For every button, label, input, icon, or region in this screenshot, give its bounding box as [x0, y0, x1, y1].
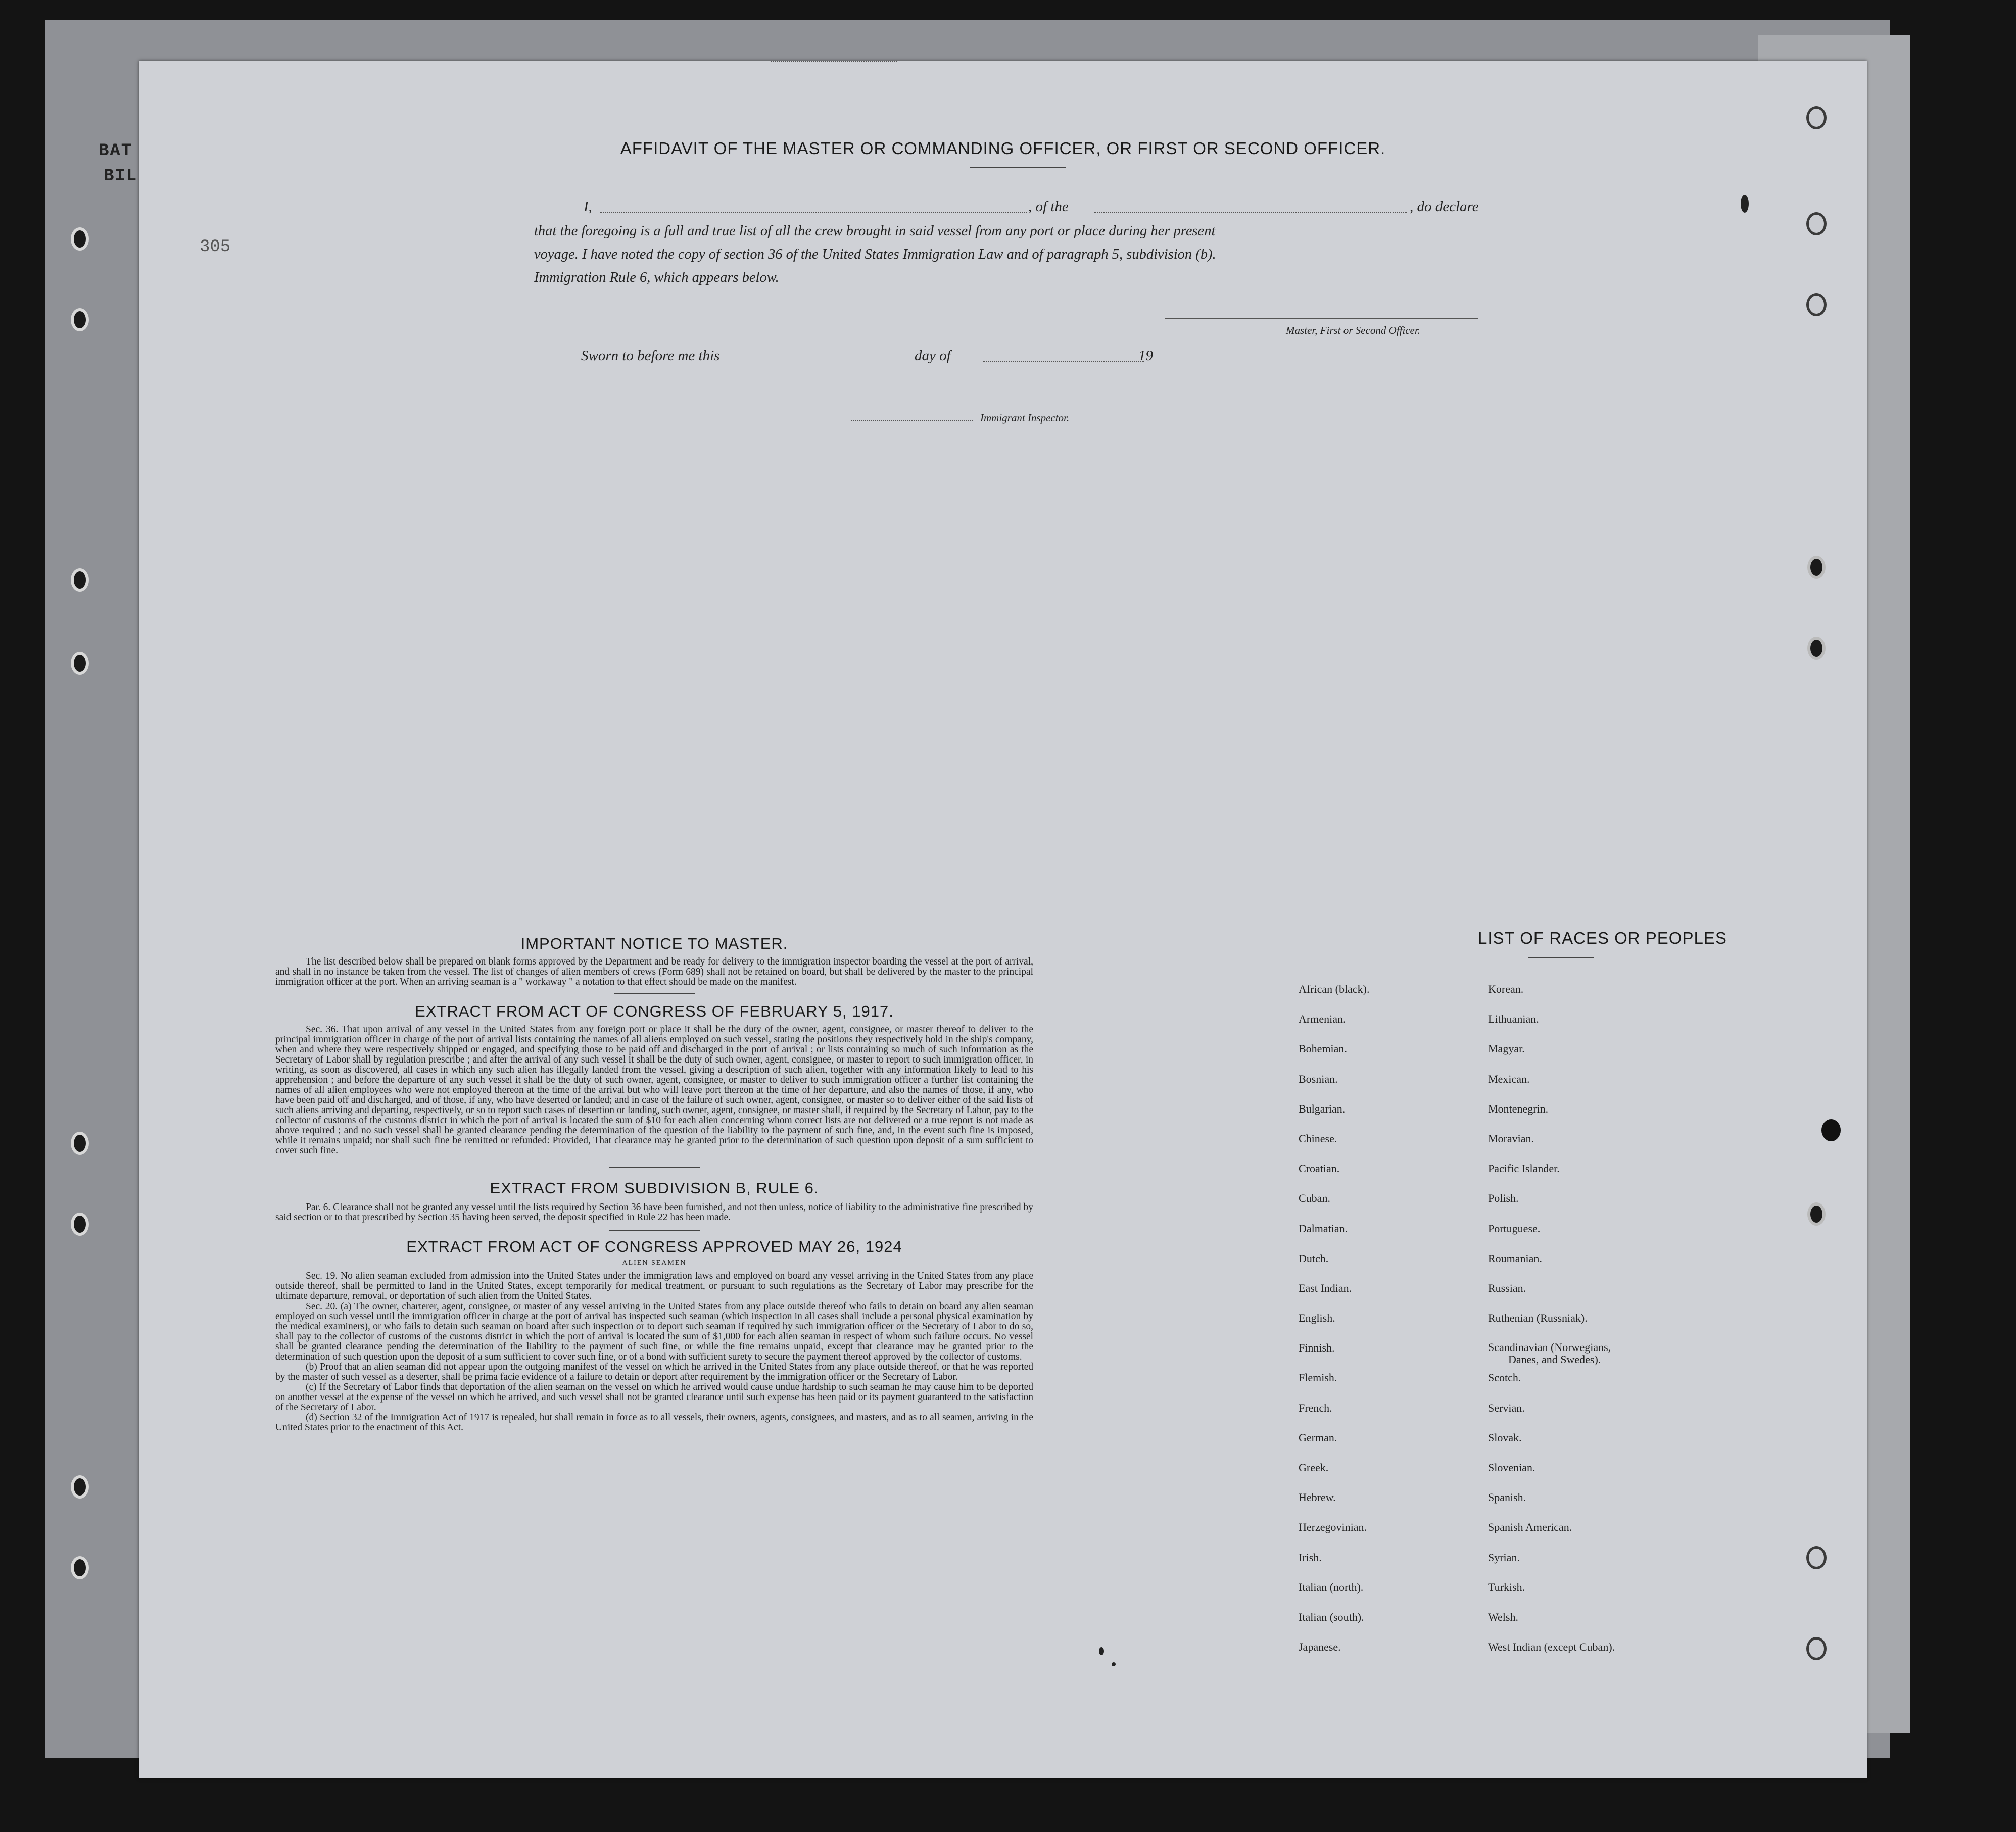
races-left-column	[1299, 983, 1369, 1670]
extract-rule6-heading: EXTRACT FROM SUBDIVISION B, RULE 6.	[490, 1179, 819, 1197]
affidavit-do-declare: , do declare	[1410, 199, 1479, 215]
extract-rule6-text	[275, 1202, 1033, 1223]
race-item: Roumanian.	[1488, 1251, 1542, 1265]
race-item: East Indian.	[1299, 1281, 1352, 1294]
extract-rule6-body: Par. 6. Clearance shall not be granted any vessel until the lists required by Section 36 have been furnished, and not then unless, notice of liability to the administrative fine prescribed by said section or to that prescribed by Section 35 having been served, the deposit specified in Rule 22 has been made.	[275, 1202, 1033, 1223]
race-item: Moravian.	[1488, 1132, 1534, 1145]
alien-seamen-subheading: ALIEN SEAMEN	[622, 1259, 687, 1267]
extract-1917-body: Sec. 36. That upon arrival of any vessel in the United States from any foreign port or place it shall be the duty of the owner, agent, consignee, or master thereof to deliver to the principal immigration officer in charge of the port of arrival lists containing the names of all aliens employed on such vessel, stating the positions they respectively hold in the ship's company, when and where they were respectively shipped or engaged, and specifying those to be paid off and discharged in the port of arrival ; or lists containing so much of such information as the Secretary of Labor shall by regulation prescribe ; and after the arrival of any such vessel it shall be the duty of such owner, agent, consignee, or master to report to such immigration officer, in writing, as soon as discovered, all cases in which any such alien has illegally landed from the vessel, giving a description of such alien, together with any information likely to lead to his apprehension ; and before the departure of any such vessel it shall be the duty of such owner, agent, consignee, or master to deliver to such immigration officer a further list containing the names of all alien employees who were not employed thereon at the time of the arrival but who will leave port thereon at the time of her departure, and also the names of those, if any, who have been paid off and discharged, and of those, if any, who have deserted or landed; and in case of the failure of such owner, agent, consignee, or master so to deliver either of the said lists of such aliens arriving and departing, respectively, or so to report such cases of desertion or landing, such owner, agent, consignee, or master shall, if required by the Secretary of Labor, pay to the collector of customs of the customs district in which the port of arrival is located the sum of $10 for each alien concerning whom correct lists are not delivered or a true report is not made as above required ; and no such vessel shall be granted clearance pending the determination of the question of the liability to the payment of such fine, and, in the event such fine is imposed, while it remains unpaid; nor shall such fine be remitted or refunded: Provided, That clearance may be granted prior to the determination of such question upon deposit of a sum sufficient to cover such fine.	[275, 1024, 1033, 1156]
binder-hole	[71, 568, 89, 592]
margin-label-top: BAT	[99, 141, 133, 161]
sec20a-body: Sec. 20. (a) The owner, charterer, agent, consignee, or master of any vessel arriving in the United States from any place outside thereof who fails to detain on board any alien seaman employed on such vessel until the immigration officer in charge at the port of arrival has inspected such seaman (which inspection in all cases shall include a personal physical examination by the medical examiners), or who fails to detain such seaman on board after such inspection or to deport such seaman if required by such immigration officer or the Secretary of Labor to do so, shall pay to the collector of customs of the customs district in which the port of arrival is located the sum of $1,000 for each alien seaman in respect of whom such failure occurs. No vessel shall be granted clearance pending the determination of the liability to the payment of such fine, or while the fine remains unpaid, except that clearance may be granted prior to the determination of such question upon the deposit of a sum sufficient to cover such fine, or of a bond with sufficient surety to secure the payment thereof approved by the collector of customs.	[275, 1301, 1033, 1362]
race-item: Servian.	[1488, 1401, 1525, 1414]
sec20b-text	[275, 1362, 1033, 1382]
race-item: Ruthenian (Russniak).	[1488, 1312, 1588, 1325]
faint-stamp-number: 305	[200, 237, 231, 257]
ink-blot	[1821, 1119, 1841, 1141]
race-item: Bulgarian.	[1299, 1102, 1346, 1115]
master-name-blank[interactable]	[600, 212, 1027, 213]
binder-hole	[71, 308, 89, 331]
race-item: Portuguese.	[1488, 1222, 1541, 1235]
race-item: Magyar.	[1488, 1042, 1525, 1055]
signature-caption: Master, First or Second Officer.	[1286, 324, 1420, 336]
page-hole	[1807, 1202, 1826, 1226]
page-hole	[1807, 556, 1826, 579]
section-rule	[614, 993, 695, 994]
race-item: Turkish.	[1488, 1580, 1525, 1594]
affidavit-heading: AFFIDAVIT OF THE MASTER OR COMMANDING OFFICER, OR FIRST OR SECOND OFFICER.	[620, 139, 1386, 158]
extract-1917-text	[275, 1025, 1033, 1156]
binder-hole	[71, 652, 89, 675]
race-item: Welsh.	[1488, 1610, 1518, 1623]
affidavit-line-2: that the foregoing is a full and true list of all the crew brought in said vessel from any port or place during her present	[534, 223, 1216, 239]
race-item: Polish.	[1488, 1192, 1519, 1205]
sec20c-body: (c) If the Secretary of Labor finds that deportation of the alien seaman on the vessel on which he arrived would cause undue hardship to such seaman he may cause him to be deported on another vessel at the expense of the vessel on which he arrived, and such vessel shall not be granted clearance until such expense has been paid or its payment guaranteed to the satisfaction of the Secretary of Labor.	[275, 1382, 1033, 1413]
page-hole	[1806, 106, 1827, 129]
race-item: Slovak.	[1488, 1431, 1522, 1444]
sworn-day-blank[interactable]	[771, 61, 897, 62]
race-item: Russian.	[1488, 1281, 1526, 1294]
binder-hole	[71, 1556, 89, 1579]
signature-line[interactable]	[1165, 318, 1478, 319]
race-item: Scotch.	[1488, 1371, 1521, 1384]
ink-spot	[1112, 1662, 1116, 1666]
race-item-line: Scandinavian (Norwegians,	[1488, 1341, 1611, 1354]
race-item: African (black).	[1299, 983, 1370, 995]
notice-body: The list described below shall be prepared on blank forms approved by the Department and be ready for delivery to the immigration inspector boarding the vessel at the port of arrival, and shall in no instance be taken from the vessel. The list of changes of alien members of crews (Form 689) shall not be retained on board, but shall be delivered by the master to the principal immigration officer at the port. When an arriving seaman is a " workaway " a notation to that effect should be made on the manifest.	[275, 956, 1033, 987]
binder-hole	[71, 1475, 89, 1499]
race-item: Hebrew.	[1299, 1491, 1336, 1504]
section-rule	[609, 1230, 700, 1231]
heading-rule	[970, 167, 1066, 168]
section-rule	[609, 1167, 700, 1168]
race-item: Greek.	[1299, 1461, 1329, 1474]
race-item: Dalmatian.	[1299, 1222, 1348, 1235]
race-item: Spanish.	[1488, 1491, 1526, 1504]
race-item: French.	[1299, 1401, 1332, 1414]
race-item: Flemish.	[1299, 1371, 1337, 1384]
ink-spot	[1099, 1647, 1104, 1655]
ink-mark	[1741, 195, 1749, 213]
page-hole	[1806, 293, 1827, 316]
affidavit-line-4: Immigration Rule 6, which appears below.	[534, 270, 779, 285]
race-item: Lithuanian.	[1488, 1013, 1539, 1026]
race-item: Spanish American.	[1488, 1521, 1572, 1534]
day-of-text: day of	[915, 348, 951, 364]
sec20b-body: (b) Proof that an alien seaman did not appear upon the outgoing manifest of the vessel on which he arrived in the United States from any place outside thereof, or that he was reported by the master of such vessel as a deserter, shall be prima facie evidence of a failure to detain or deport after requirement by the immigration officer or the Secretary of Labor.	[275, 1362, 1033, 1382]
page-hole	[1806, 1546, 1827, 1569]
affidavit-line-3: voyage. I have noted the copy of section 36 of the United States Immigration Law and of paragraph 5, subdivision (b).	[534, 247, 1216, 262]
sworn-month-blank[interactable]	[983, 361, 1144, 362]
race-item: Irish.	[1299, 1551, 1322, 1564]
race-item: Chinese.	[1299, 1132, 1337, 1145]
race-item: Korean.	[1488, 983, 1524, 995]
races-heading-rule	[1528, 957, 1594, 958]
binder-hole	[71, 1132, 89, 1155]
race-item: Italian (north).	[1299, 1580, 1364, 1594]
race-item: Finnish.	[1299, 1341, 1335, 1355]
sec19-body: Sec. 19. No alien seaman excluded from admission into the United States under the immigration laws and employed on board any vessel arriving in the United States from any place outside thereof, shall be permitted to land in the United States, except temporarily for medical treatment, or pursuant to such regulations as the Secretary of Labor may prescribe for the ultimate departure, removal, or deportation of such alien from the United States.	[275, 1271, 1033, 1301]
race-item: Syrian.	[1488, 1551, 1520, 1564]
race-item: West Indian (except Cuban).	[1488, 1641, 1615, 1654]
notice-text	[275, 957, 1033, 987]
sec20d-text	[275, 1413, 1033, 1433]
races-heading: LIST OF RACES OR PEOPLES	[1478, 929, 1727, 947]
vessel-name-blank[interactable]	[1094, 212, 1407, 213]
margin-label-bottom: BIL	[104, 167, 138, 186]
sec20a-text	[275, 1301, 1033, 1362]
race-item: Montenegrin.	[1488, 1102, 1549, 1115]
inspector-caption: Immigrant Inspector.	[980, 412, 1070, 424]
year-prefix: 19	[1138, 348, 1153, 364]
notice-heading: IMPORTANT NOTICE TO MASTER.	[520, 935, 788, 952]
race-item: Cuban.	[1299, 1192, 1330, 1205]
race-item: Bohemian.	[1299, 1042, 1347, 1055]
race-item: Italian (south).	[1299, 1610, 1364, 1623]
races-right-column	[1488, 983, 1615, 1670]
race-item: Croatian.	[1299, 1162, 1340, 1175]
race-item: Japanese.	[1299, 1641, 1341, 1654]
extract-1924-heading: EXTRACT FROM ACT OF CONGRESS APPROVED MAY 26, 1924	[406, 1238, 902, 1256]
race-item: English.	[1299, 1312, 1335, 1325]
race-item	[1488, 1341, 1615, 1371]
page-hole	[1806, 1637, 1827, 1660]
race-item: Slovenian.	[1488, 1461, 1535, 1474]
race-item: Herzegovinian.	[1299, 1521, 1367, 1534]
inspector-blank[interactable]	[851, 420, 973, 421]
race-item: Dutch.	[1299, 1251, 1329, 1265]
race-item: Mexican.	[1488, 1072, 1530, 1085]
binder-hole	[71, 227, 89, 251]
race-item: Armenian.	[1299, 1013, 1346, 1026]
sec20d-body: (d) Section 32 of the Immigration Act of 1917 is repealed, but shall remain in force as to all vessels, their owners, agents, consignees, and masters, and as to all seamen, arriving in the United States prior to the enactment of this Act.	[275, 1412, 1033, 1433]
race-item: Pacific Islander.	[1488, 1162, 1560, 1175]
page-hole	[1806, 212, 1827, 235]
race-item-continuation: Danes, and Swedes).	[1508, 1353, 1601, 1366]
affidavit-i: I,	[584, 199, 592, 215]
race-item: Bosnian.	[1299, 1072, 1338, 1085]
notices-column	[275, 935, 1033, 1433]
page-hole	[1807, 637, 1826, 660]
affidavit-of-the: , of the	[1028, 199, 1069, 215]
binder-hole	[71, 1213, 89, 1236]
sworn-text: Sworn to before me this	[581, 348, 720, 364]
manifest-back-page	[139, 61, 1867, 1778]
sec19-text	[275, 1271, 1033, 1301]
race-item: German.	[1299, 1431, 1337, 1444]
sec20c-text	[275, 1382, 1033, 1413]
extract-1917-heading: EXTRACT FROM ACT OF CONGRESS OF FEBRUARY 5, 1917.	[415, 1002, 894, 1020]
